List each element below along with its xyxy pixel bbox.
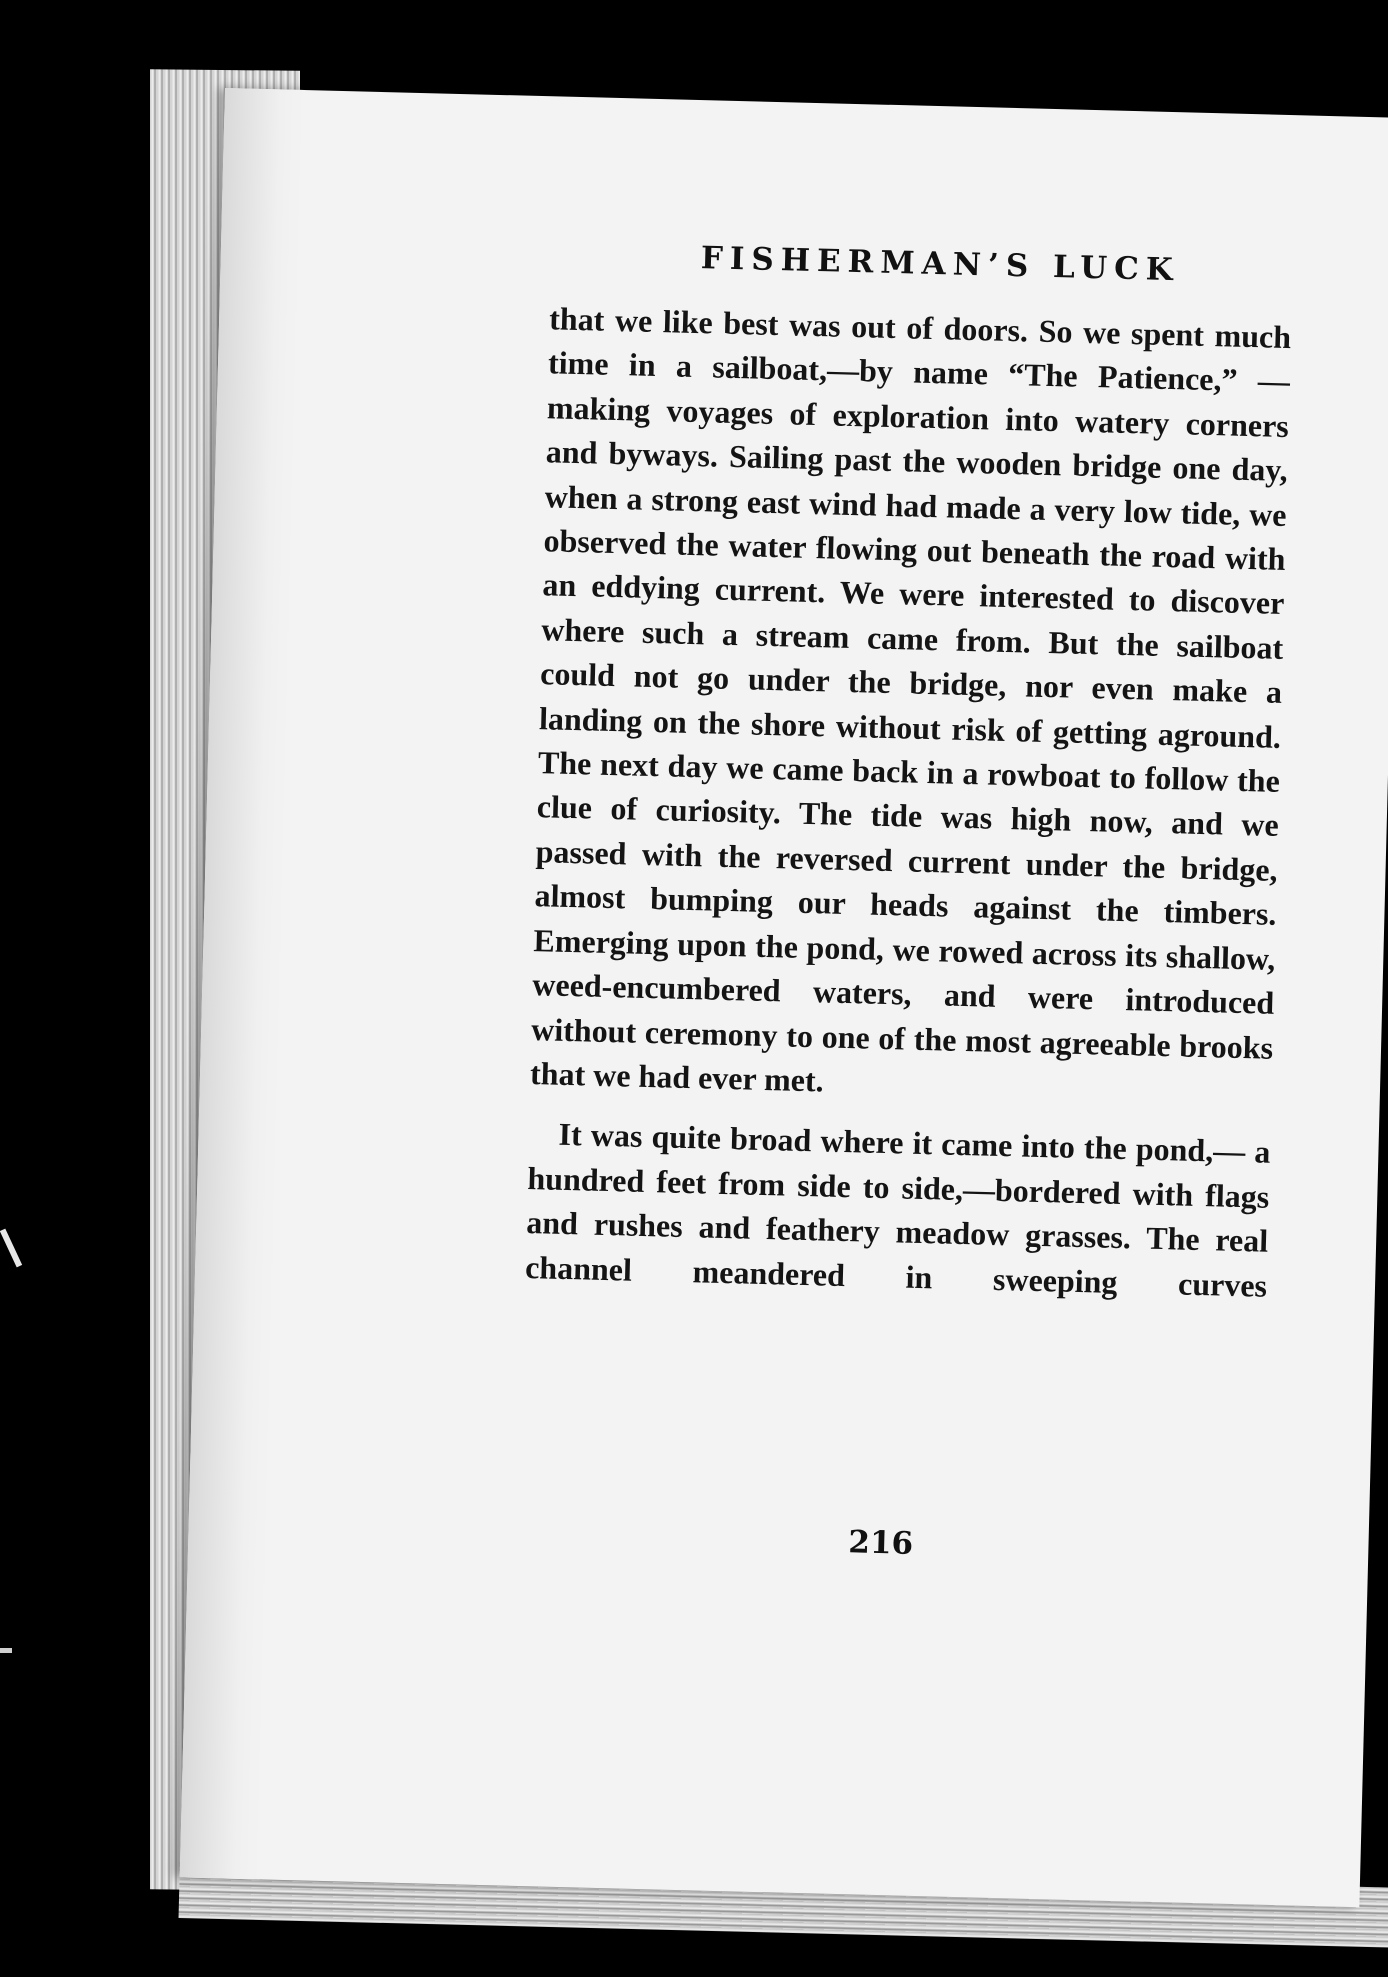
page-number: 216 — [847, 1524, 914, 1562]
book-page — [180, 88, 1388, 1907]
scan-speck — [0, 1648, 12, 1653]
paragraph: It was quite broad where it came into the pond,— a hundred feet from side to side,—bordered with flags and rushes and feathery meadow grasses. The real channel meandered in sweeping curves — [524, 1116, 1271, 1304]
paragraph: that we like best was out of doors. So we spent much time in a sailboat,—by name “The Patience,” —making voyages of exploration into watery corners and byways. Sailing past the wooden bridge one day, when a strong east wind had made a very low tide, we observed the water flowing out beneath the road with an eddying current. We were interested to discover where such a stream came from. But the sailboat could not go under the bridge, nor even make a landing on the shore without risk of getting aground. The next day we came back in a rowboat to follow the clue of curiosity. The tide was high now, and we passed with the reversed current under the bridge, almost bumping our heads against the timbers. Emerging upon the pond, we rowed across its shallow, weed-encumbered waters, and were introduced without ceremony to one of the most agreeable brooks that we had ever met. — [529, 300, 1292, 1099]
running-head: FISHERMAN’S LUCK — [700, 240, 1181, 289]
body-text — [525, 296, 1292, 1307]
scan-speck — [0, 1229, 22, 1268]
